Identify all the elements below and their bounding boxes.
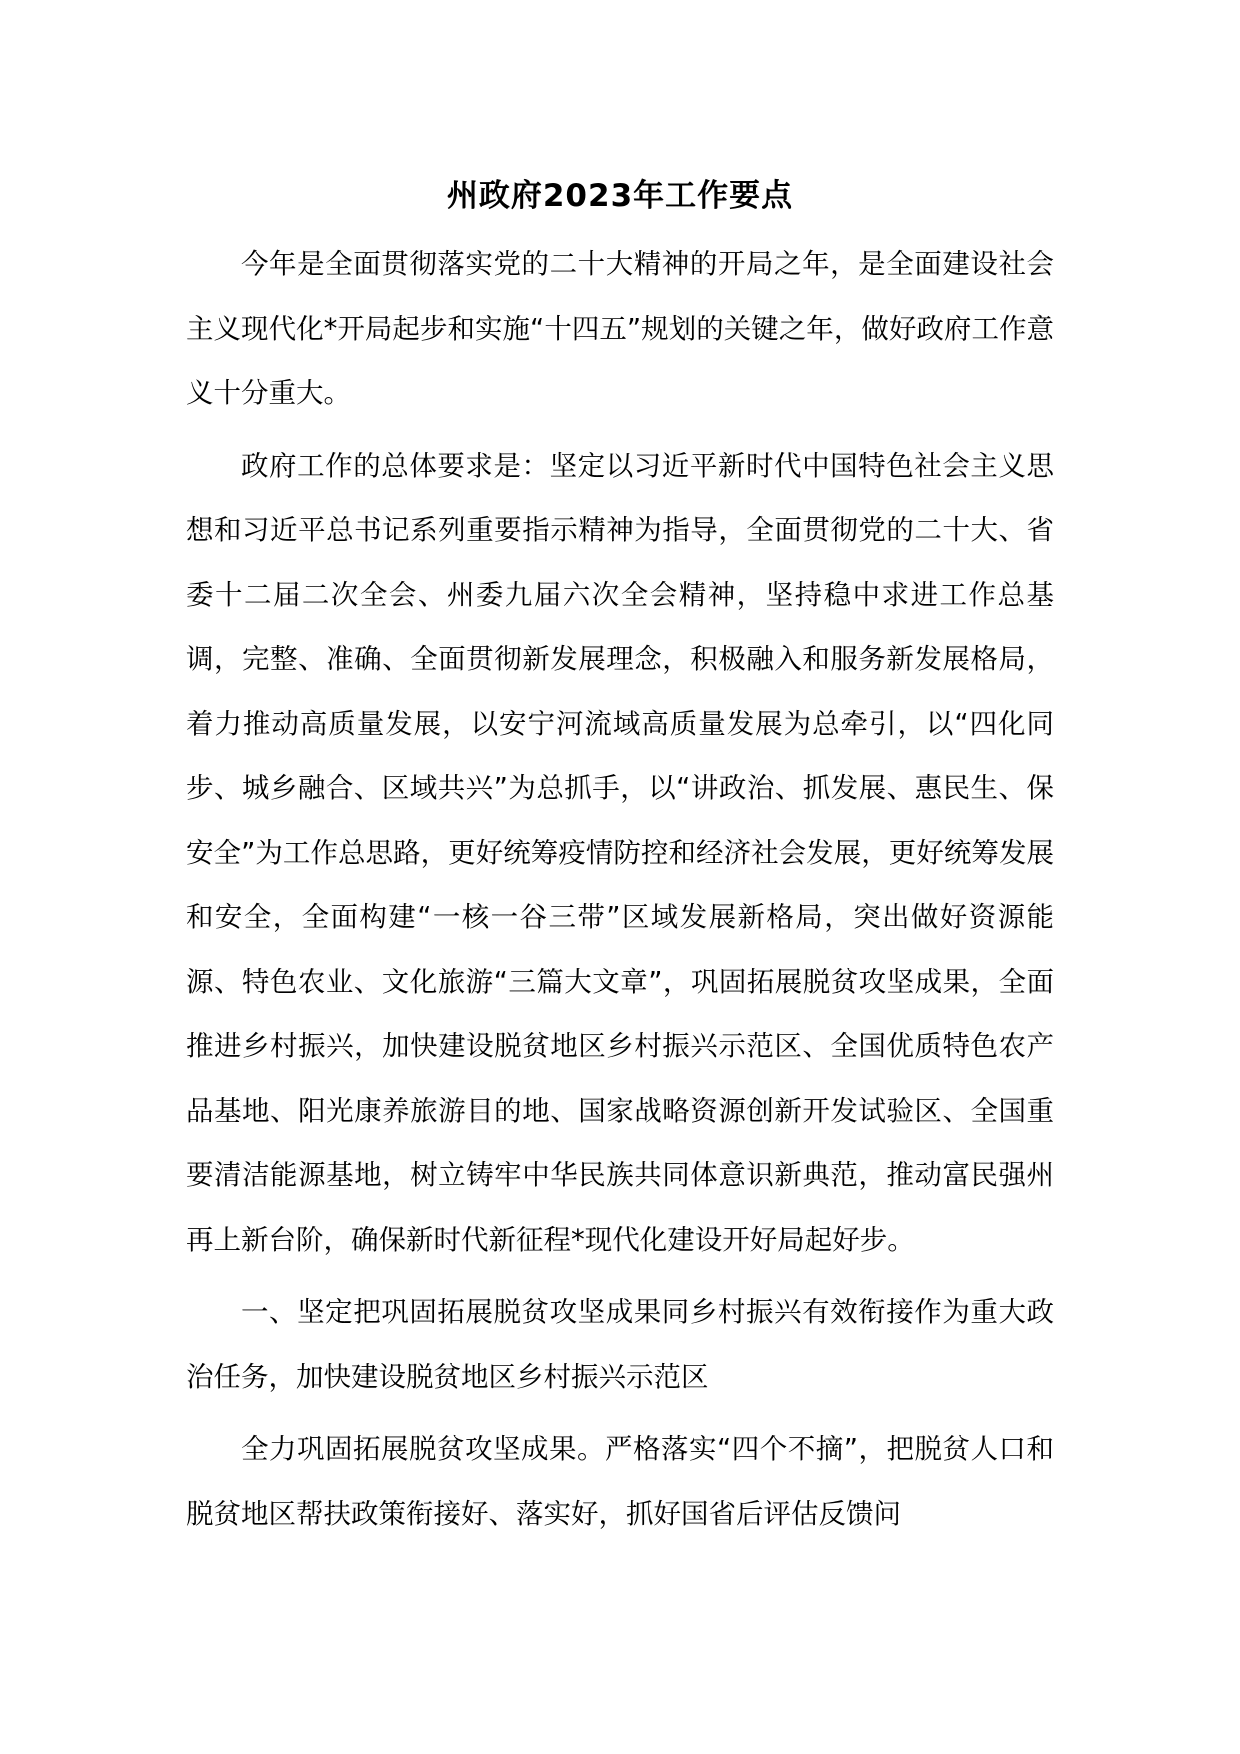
- paragraph-overall-requirements: 政府工作的总体要求是：坚定以习近平新时代中国特色社会主义思想和习近平总书记系列重要指示精神为指导，全面贯彻党的二十大、省委十二届二次全会、州委九届六次全会精神，坚持稳中求进工作总基调，完整、准确、全面贯彻新发展理念，积极融入和服务新发展格局，着力推动高质量发展，以安宁河流域高质量发展为总牵引，以“四化同步、城乡融合、区域共兴”为总抓手，以“讲政治、抓发展、惠民生、保安全”为工作总思路，更好统筹疫情防控和经济社会发展，更好统筹发展和安全，全面构建“一核一谷三带”区域发展新格局，突出做好资源能源、特色农业、文化旅游“三篇大文章”，巩固拓展脱贫攻坚成果，全面推进乡村振兴，加快建设脱贫地区乡村振兴示范区、全国优质特色农产品基地、阳光康养旅游目的地、国家战略资源创新开发试验区、全国重要清洁能源基地，树立铸牢中华民族共同体意识新典范，推动富民强州再上新台阶，确保新时代新征程*现代化建设开好局起好步。: [186, 449, 1054, 1256]
- paragraph-section-1: 全力巩固拓展脱贫攻坚成果。严格落实“四个不摘”，把脱贫人口和脱贫地区帮扶政策衔接好、落实好，抓好国省后评估反馈问: [186, 1433, 1054, 1530]
- document-title: 州政府2023年工作要点: [446, 178, 794, 214]
- section-heading-1: 一、坚定把巩固拓展脱贫攻坚成果同乡村振兴有效衔接作为重大政治任务，加快建设脱贫地区乡村振兴示范区: [186, 1296, 1054, 1393]
- document-page: [186, 168, 1054, 1554]
- paragraph-intro: 今年是全面贯彻落实党的二十大精神的开局之年，是全面建设社会主义现代化*开局起步和实施“十四五”规划的关键之年，做好政府工作意义十分重大。: [186, 248, 1054, 409]
